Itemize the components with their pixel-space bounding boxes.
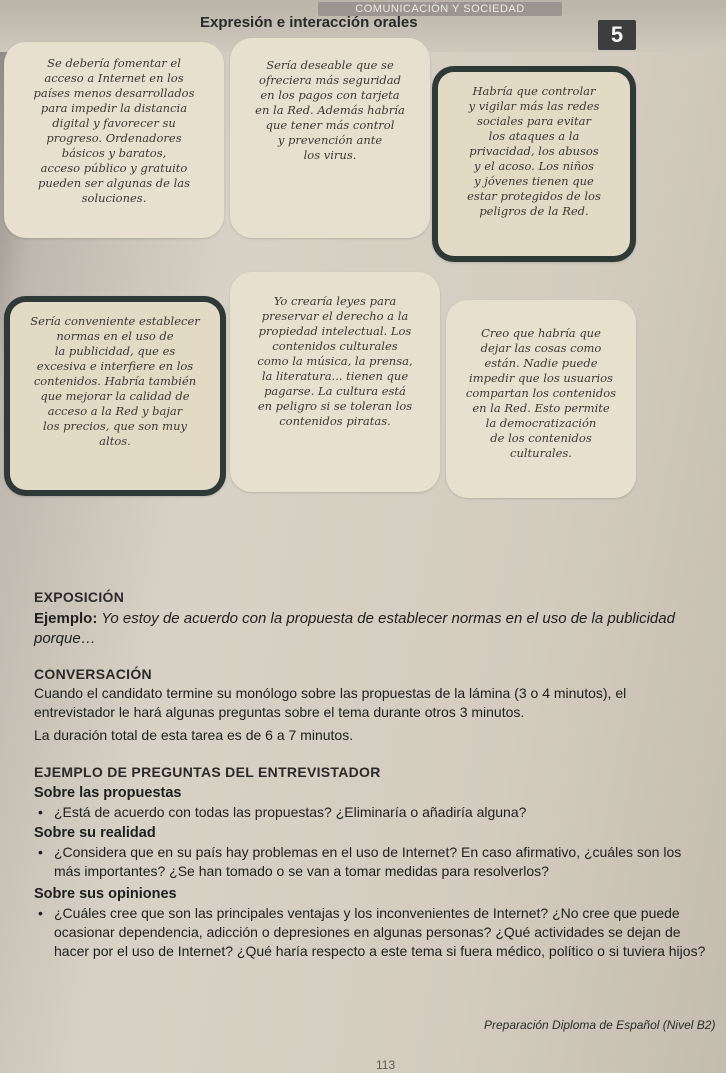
unit-number-badge: 5 [598,20,636,50]
proposal-text: Sería deseable que se ofreciera más seguridad en los pagos con tarjeta en la Red. Además habría que tener más control y prevención ante los virus. [255,58,405,162]
question-item: • ¿Cuáles cree que son las principales ventajas y los inconvenientes de Internet? ¿No cree que puede ocasionar dependencia, adicción o depresiones en algunas personas? ¿Qué actividades se dejan de hacer por el uso de Internet? ¿Qué haría respecto a este tema si fuera médico, político o si tuviera hijos? [34,904,710,961]
proposal-text: Sería conveniente establecer normas en el uso de la publicidad, que es excesiva e interfiere en los contenidos. Habría también que mejorar la calidad de acceso a la Red y bajar los precios, que son muy altos. [30,314,200,448]
proposal-text: Habría que controlar y vigilar más las redes sociales para evitar los ataques a la privacidad, los abusos y el acoso. Los niños y jóvenes tienen que estar protegidos de los peligros de la Red. [467,84,601,218]
question-item: • ¿Está de acuerdo con todas las propuestas? ¿Eliminaría o añadiría alguna? [34,803,710,822]
page-title: Expresión e interacción orales [200,14,418,31]
conversacion-para-1: Cuando el candidato termine su monólogo sobre las propuestas de la lámina (3 o 4 minutos), el entrevistador le hará algunas preguntas sobre el tema durante otros 3 minutos. [34,685,627,720]
exposicion-heading: EXPOSICIÓN [34,589,125,605]
proposal-bubble-3 [432,66,636,262]
conversacion-heading: CONVERSACIÓN [34,666,152,682]
proposal-text: Yo crearía leyes para preservar el derecho a la propiedad intelectual. Los contenidos culturales como la música, la prensa, la literatura... tienen que pagarse. La cultura está en peligro si se toleran los contenidos piratas. [257,294,413,428]
exposicion-example [34,609,710,649]
section-tag: COMUNICACIÓN Y SOCIEDAD [318,2,562,16]
proposal-bubble-1 [4,42,224,238]
conversacion-para-2: La duración total de esta tarea es de 6 a 7 minutos. [34,727,354,743]
instructions-text [34,588,710,961]
question-group-title: Sobre las propuestas [34,785,182,801]
proposal-bubble-6 [446,300,636,498]
proposal-text: Creo que habría que dejar las cosas como están. Nadie puede impedir que los usuarios compartan los contenidos en la Red. Esto permite la democratización de los contenidos culturales. [465,326,617,460]
example-label: Ejemplo: [34,610,98,627]
question-group-title: Sobre su realidad [34,825,156,841]
proposal-bubble-4 [4,296,226,496]
page-number: 113 [376,1058,396,1072]
proposal-bubble-5 [230,272,440,492]
question-item: • ¿Considera que en su país hay problemas en el uso de Internet? En caso afirmativo, ¿cuáles son los más importantes? ¿Se han tomado o se van a tomar medidas para resolverlos? [34,843,710,881]
ejemplo-heading: EJEMPLO DE PREGUNTAS DEL ENTREVISTADOR [34,764,381,780]
example-text: Yo estoy de acuerdo con la propuesta de establecer normas en el uso de la publicidad porque… [34,610,675,647]
book-title-footer: Preparación Diploma de Español (Nivel B2) [484,1018,716,1032]
proposal-bubble-2 [230,38,430,238]
proposal-text: Se debería fomentar el acceso a Internet en los países menos desarrollados para impedir la distancia digital y favorecer su progreso. Ordenadores básicos y baratos, acceso público y gratuito pueden ser algunas de las soluciones. [33,56,195,205]
question-group-title: Sobre sus opiniones [34,886,177,902]
